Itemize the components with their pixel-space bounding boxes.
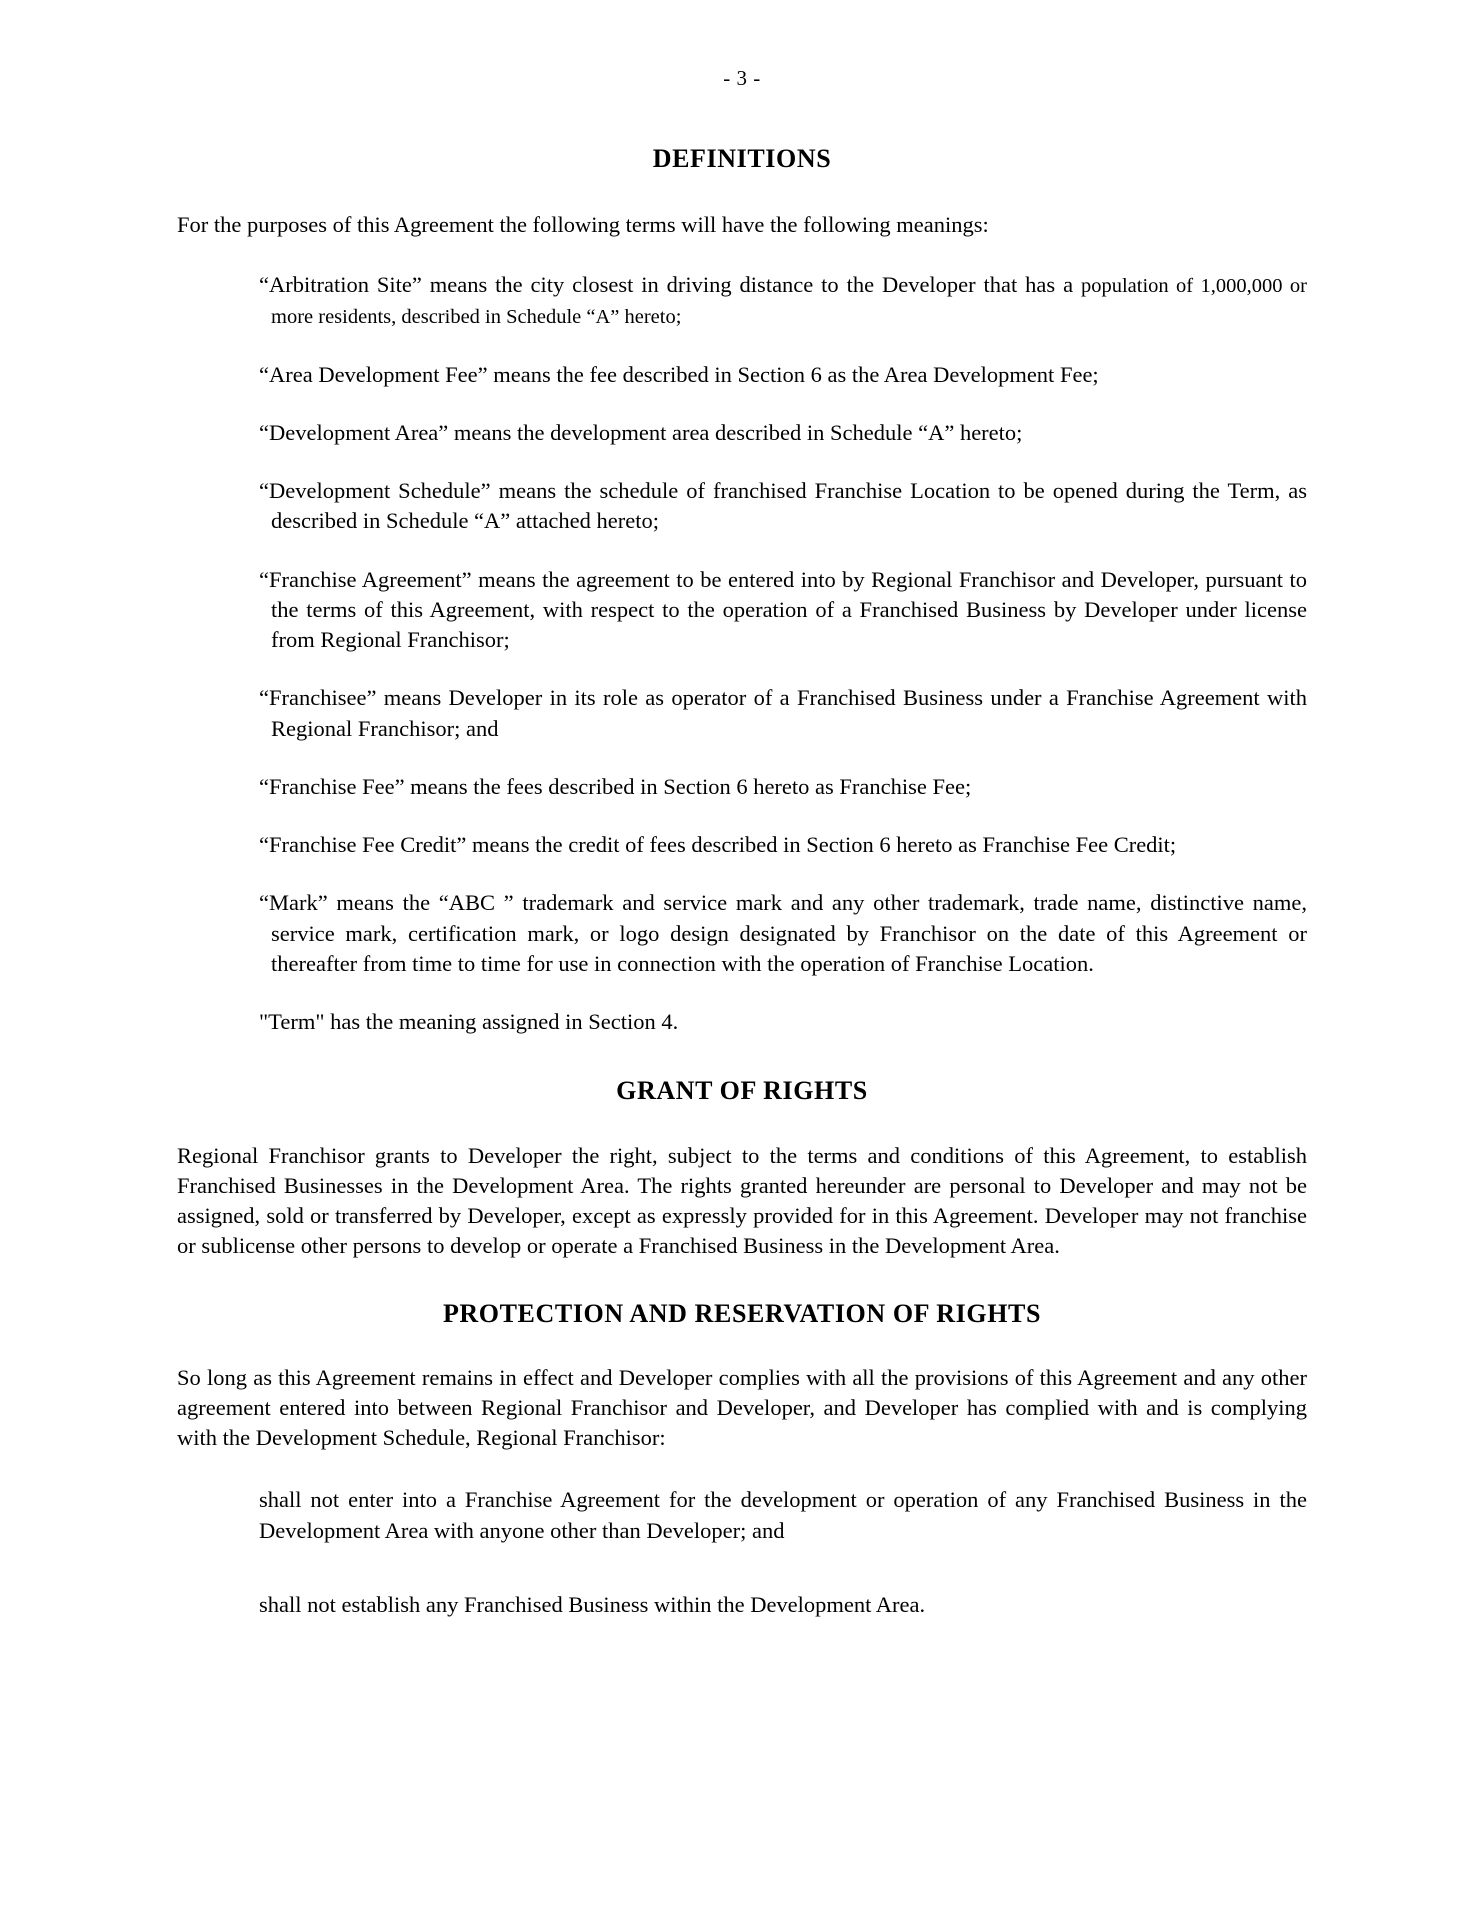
definition-lead-text: "Term" has the meaning assigned in Section 4. (259, 1009, 679, 1035)
protection-intro-paragraph: So long as this Agreement remains in effect and Developer complies with all the provisions of this Agreement and any other agreement entered into between Regional Franchisor and Developer, and Developer has complied with and is complying with the Development Schedule, Regional Franchisor: (177, 1364, 1307, 1451)
protection-sub-item-1: shall not enter into a Franchise Agreement for the development or operation of any Franchised Business in the Development Area with anyone other than Developer; and (259, 1487, 1307, 1543)
definition-lead-text: “Development Area” means the development area described in Schedule “A” hereto; (259, 419, 1023, 445)
definitions-list (177, 270, 1307, 1037)
definition-rest-text: population of 1,000,000 or more residents, described in Schedule “A” hereto; (271, 275, 1307, 328)
definition-lead-text: “Development Schedule” means the schedule of franchised Franchise Location to be (259, 478, 1045, 504)
definition-lead-text: “Arbitration Site” means the city closest in driving distance to the Developer that has a (259, 272, 1074, 298)
definition-lead-text: “Franchisee” means Developer in its role as operator of a Franchised Business under a Franchise Agreement with Regional Franchisor; and (259, 685, 1307, 741)
page-number: - 3 - (723, 66, 761, 90)
protection-sub-list (177, 1485, 1307, 1620)
definition-mark (259, 888, 1307, 979)
definition-term (259, 1007, 1307, 1037)
grant-of-rights-paragraph: Regional Franchisor grants to Developer the right, subject to the terms and conditions of this Agreement, to establish Franchised Businesses in the Development Area. The rights granted hereunder are personal to Developer and may not be assigned, sold or transferred by Developer, except as expressly provided for in this Agreement. Developer may not franchise or sublicense other persons to develop or operate a Franchised Business in the Development Area. (177, 1142, 1307, 1259)
definition-lead-text: “Franchise Fee Credit” means the credit of fees described in Section 6 hereto as Franchise Fee Credit; (259, 832, 1177, 858)
protection-sub-item-2: shall not establish any Franchised Business within the Development Area. (259, 1591, 926, 1617)
heading-protection-and-reservation-of-rights: PROTECTION AND RESERVATION OF RIGHTS (442, 1298, 1042, 1328)
heading-definitions: DEFINITIONS (652, 144, 832, 173)
definition-lead-text: “Franchise Agreement” means the agreement to be entered into by Regional Franchisor and Developer, pursuant to the terms of this Agreement, with respect to the operation of a Franchised Business by Developer under license from Regional Franchisor; (259, 566, 1307, 653)
definition-lead-text: “Area Development Fee” means the fee described in Section 6 as the Area Development (259, 361, 1055, 387)
definition-lead-text: “Franchise Fee” means the fees described in Section 6 hereto as Franchise Fee; (259, 773, 972, 799)
definition-franchisee (259, 683, 1307, 744)
definition-rest-text: Fee; (1059, 361, 1099, 387)
definition-arbitration-site (259, 270, 1307, 331)
definition-area-development-fee (259, 360, 1307, 390)
definition-rest-text: opened during the Term, as described in Schedule “A” attached hereto; (271, 478, 1307, 534)
definitions-intro-paragraph: For the purposes of this Agreement the following terms will have the following meanings: (177, 212, 989, 238)
definition-franchise-fee (259, 772, 1307, 802)
definition-franchise-agreement (259, 565, 1307, 656)
definition-lead-text: “Mark” means the “ABC ” trademark and service mark and any other trademark, trade name, distinctive name, service mark, certification mark, or logo design designated by Franchisor on the date of this Agreement or thereafter from time to time for use in connection with the operation of Franchise Location. (259, 890, 1307, 976)
definition-development-area (259, 418, 1307, 448)
definition-franchise-fee-credit (259, 830, 1307, 860)
heading-grant-of-rights: GRANT OF RIGHTS (616, 1076, 868, 1106)
page-content (177, 0, 1307, 1620)
definition-development-schedule (259, 476, 1307, 537)
